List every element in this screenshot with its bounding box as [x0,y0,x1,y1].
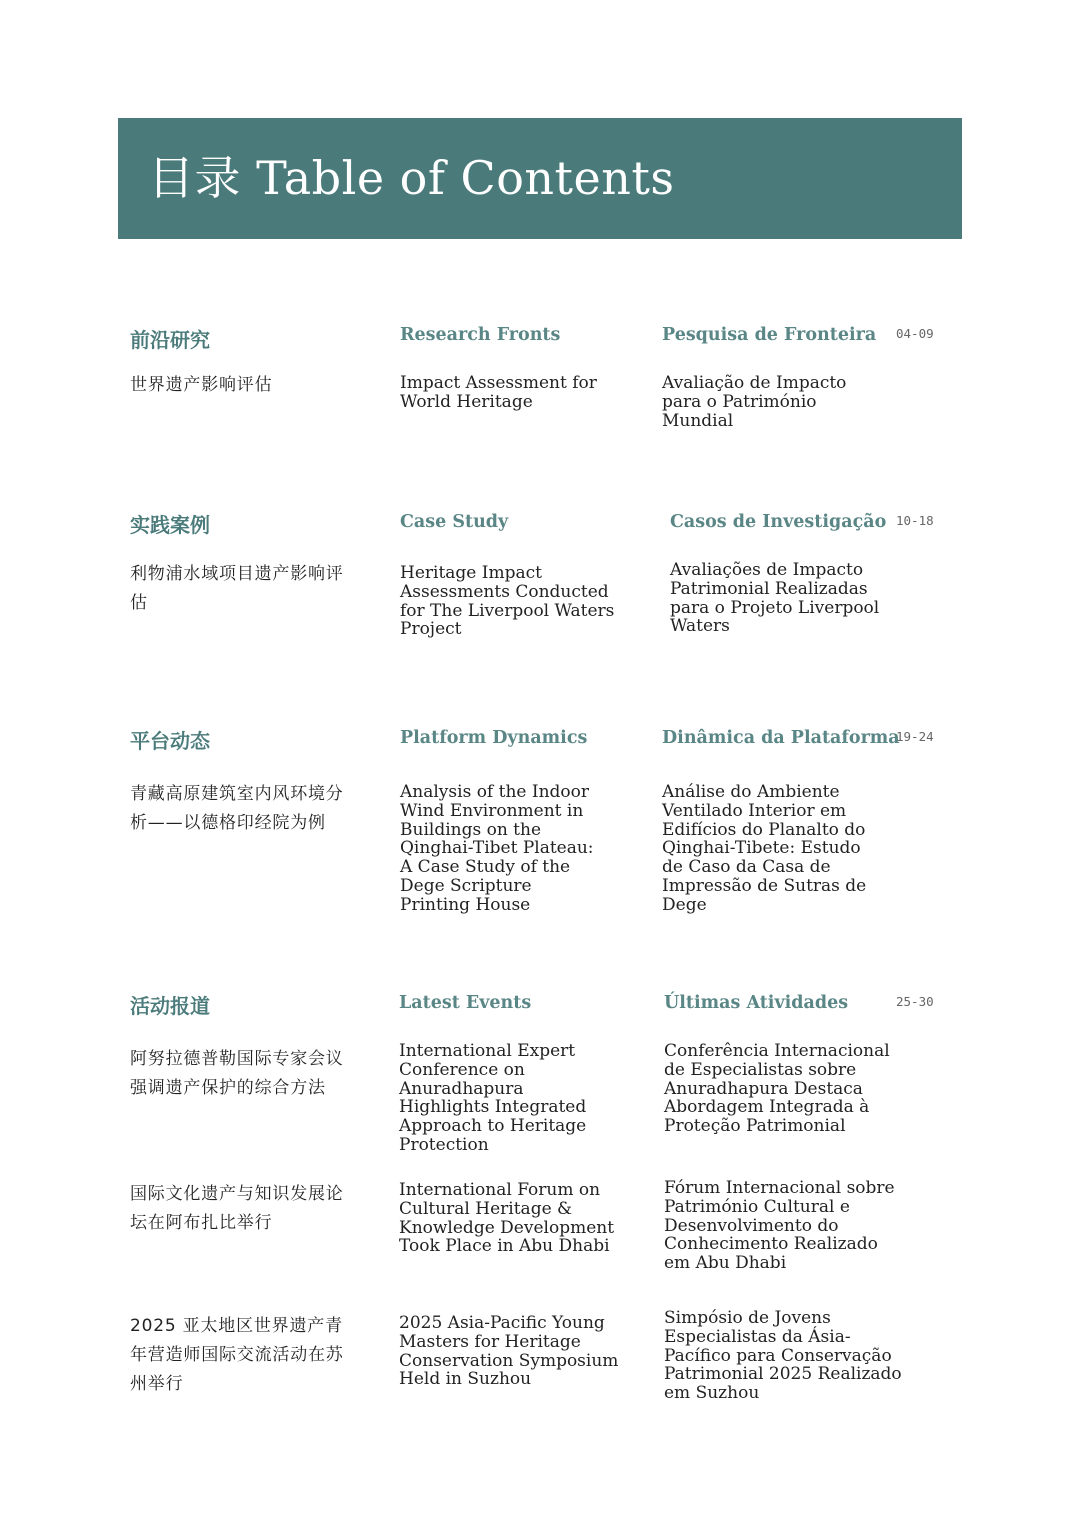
page-range: 19-24 [896,729,934,744]
page-range: 25-30 [896,994,934,1009]
section-heading-zh[interactable]: 平台动态 [130,729,210,753]
entry-title-pt[interactable]: Avaliação de Impacto para o Património Mundial [662,373,847,431]
section-heading-pt[interactable]: Casos de Investigação [670,512,887,532]
section-heading-en[interactable]: Latest Events [399,993,532,1013]
entry-title-pt[interactable]: Análise do Ambiente Ventilado Interior em Edifícios do Planalto do Qinghai-Tibete: Estudo de Caso da Casa de Impressão de Sutras de Dege [662,782,867,915]
section-heading-zh[interactable]: 活动报道 [130,994,210,1018]
section-heading-pt[interactable]: Dinâmica da Plataforma [662,728,900,748]
entry-title-zh[interactable]: 世界遗产影响评估 [130,375,273,395]
entry-title-en[interactable]: 2025 Asia-Pacific Young Masters for Heritage Conservation Symposium Held in Suzhou [399,1313,619,1390]
entry-title-zh[interactable]: 国际文化遗产与知识发展论坛在阿布扎比举行 [130,1184,344,1233]
section-heading-pt[interactable]: Pesquisa de Fronteira [662,325,877,345]
entry-title-en[interactable]: International Expert Conference on Anuradhapura Highlights Integrated Approach to Heritage Protection [399,1041,587,1155]
page-title: 目录 Table of Contents [148,151,675,205]
entry-title-zh[interactable]: 2025 亚太地区世界遗产青年营造师国际交流活动在苏州举行 [130,1316,344,1394]
entry-title-en[interactable]: Heritage Impact Assessments Conducted for The Liverpool Waters Project [400,563,615,640]
entry-title-en[interactable]: Analysis of the Indoor Wind Environment in Buildings on the Qinghai-Tibet Plateau: A Case Study of the Dege Scripture Printing House [400,782,594,915]
section-heading-zh[interactable]: 前沿研究 [130,328,210,352]
page-range: 10-18 [896,513,934,528]
entry-title-pt[interactable]: Avaliações de Impacto Patrimonial Realizadas para o Projeto Liverpool Waters [670,560,880,637]
entry-title-zh[interactable]: 青藏高原建筑室内风环境分析——以德格印经院为例 [130,784,344,833]
entry-title-pt[interactable]: Fórum Internacional sobre Património Cultural e Desenvolvimento do Conhecimento Realizado em Abu Dhabi [664,1178,895,1274]
entry-title-en[interactable]: International Forum on Cultural Heritage & Knowledge Development Took Place in Abu Dhabi [399,1180,615,1257]
entry-title-en[interactable]: Impact Assessment for World Heritage [400,373,597,412]
page-range: 04-09 [896,326,934,341]
section-heading-pt[interactable]: Últimas Atividades [664,993,849,1013]
entry-title-zh[interactable]: 利物浦水域项目遗产影响评估 [130,564,344,613]
section-heading-zh[interactable]: 实践案例 [130,513,210,537]
entry-title-zh[interactable]: 阿努拉德普勒国际专家会议强调遗产保护的综合方法 [130,1049,344,1098]
section-heading-en[interactable]: Platform Dynamics [400,728,588,748]
title-banner [118,118,962,239]
section-heading-en[interactable]: Case Study [400,512,509,532]
entry-title-pt[interactable]: Conferência Internacional de Especialistas sobre Anuradhapura Destaca Abordagem Integrada à Proteção Patrimonial [664,1041,890,1137]
section-heading-en[interactable]: Research Fronts [400,325,561,345]
entry-title-pt[interactable]: Simpósio de Jovens Especialistas da Ásia-Pacífico para Conservação Patrimonial 2025 Realizado em Suzhou [664,1308,902,1404]
